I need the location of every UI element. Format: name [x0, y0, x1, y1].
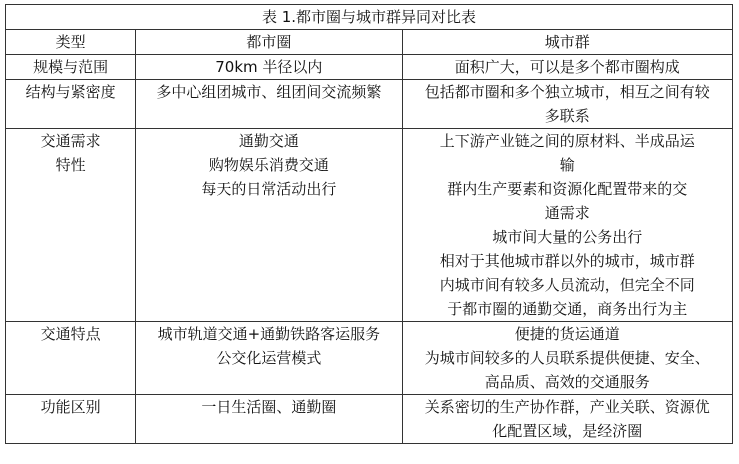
cell-line: 交通需求	[40, 132, 101, 150]
cell-line: 交通特点	[40, 325, 101, 343]
row-category	[6, 55, 136, 80]
table-row	[6, 129, 733, 322]
table-title: 表 1.都市圈与城市群异同对比表	[6, 5, 733, 30]
header-cluster: 城市群	[402, 30, 732, 55]
cell-line: 高品质、高效的交通服务	[484, 373, 650, 391]
cell-line: 每天的日常活动出行	[201, 180, 337, 198]
cell-line: 公交化运营模式	[216, 349, 322, 367]
cell-line: 于都市圈的通勤交通，商务出行为主	[447, 300, 688, 318]
row-category	[6, 395, 136, 444]
cell-line: 内城市间有较多人员流动，但完全不同	[439, 276, 695, 294]
cell-line: 功能区别	[40, 398, 101, 416]
row-cluster	[402, 395, 732, 444]
cell-line: 购物娱乐消费交通	[208, 156, 329, 174]
row-metro	[136, 80, 402, 129]
cell-line: 化配置区域，是经济圈	[492, 422, 643, 440]
row-cluster	[402, 322, 732, 395]
row-cluster	[402, 55, 732, 80]
row-metro	[136, 322, 402, 395]
cell-line: 群内生产要素和资源化配置带来的交	[447, 180, 688, 198]
cell-line: 多联系	[544, 107, 590, 125]
comparison-table	[5, 4, 733, 444]
table-row	[6, 55, 733, 80]
cell-line: 输	[559, 156, 575, 174]
row-metro	[136, 55, 402, 80]
cell-line: 便捷的货运通道	[514, 325, 620, 343]
cell-line: 通需求	[544, 204, 590, 222]
row-category	[6, 322, 136, 395]
cell-line: 多中心组团城市、组团间交流频繁	[156, 83, 382, 101]
cell-line: 通勤交通	[238, 132, 299, 150]
table-row	[6, 395, 733, 444]
row-metro	[136, 395, 402, 444]
table-row	[6, 322, 733, 395]
cell-line: 特性	[55, 156, 86, 174]
cell-line: 城市轨道交通+通勤铁路客运服务	[157, 325, 381, 343]
row-cluster	[402, 129, 732, 322]
header-row	[6, 30, 733, 55]
header-type: 类型	[6, 30, 136, 55]
cell-line: 为城市间较多的人员联系提供便捷、安全、	[424, 349, 710, 367]
cell-line: 上下游产业链之间的原材料、半成品运	[439, 132, 695, 150]
row-cluster	[402, 80, 732, 129]
cell-line: 结构与紧密度	[25, 83, 116, 101]
cell-line: 一日生活圈、通勤圈	[201, 398, 337, 416]
cell-line: 关系密切的生产协作群，产业关联、资源优	[424, 398, 710, 416]
cell-line: 相对于其他城市群以外的城市，城市群	[439, 252, 695, 270]
header-metro: 都市圈	[136, 30, 402, 55]
cell-line: 面积广大，可以是多个都市圈构成	[454, 58, 680, 76]
row-metro	[136, 129, 402, 322]
cell-line: 70km 半径以内	[215, 58, 323, 76]
cell-line: 城市间大量的公务出行	[492, 228, 643, 246]
row-category	[6, 80, 136, 129]
cell-line: 包括都市圈和多个独立城市，相互之间有较	[424, 83, 710, 101]
cell-line: 规模与范围	[33, 58, 109, 76]
table-row	[6, 80, 733, 129]
title-row	[6, 5, 733, 30]
row-category	[6, 129, 136, 322]
